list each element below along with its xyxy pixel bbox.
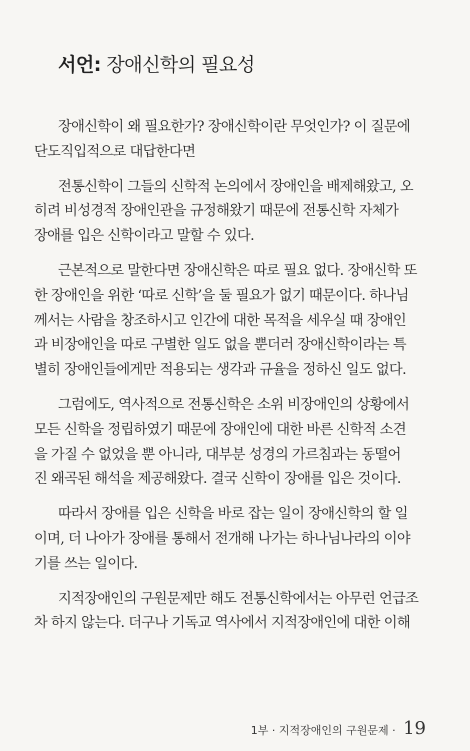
text-line: 따라서 장애를 입은 신학을 바로 잡는 일이 장애신학의 할 일 <box>58 506 408 523</box>
text-line: 께서는 사람을 창조하시고 인간에 대한 목적을 세우실 때 장애인 <box>34 312 407 329</box>
text-line: 진 왜곡된 해석을 제공해왔다. 결국 신학이 장애를 입은 것이다. <box>34 471 401 488</box>
section-heading <box>58 50 255 77</box>
paragraph <box>34 259 438 383</box>
text-line: 장애신학이 왜 필요한가? 장애신학이란 무엇인가? 이 질문에 <box>58 119 410 135</box>
paragraph <box>34 502 438 576</box>
text-line: 전통신학이 그들의 신학적 논의에서 장애인을 배제해왔고, 오 <box>58 178 413 195</box>
text-line: 그럼에도, 역사적으로 전통신학은 소위 비장애인의 상황에서 <box>58 396 410 413</box>
paragraph <box>34 115 438 165</box>
text-line: 별히 장애인들에게만 적용되는 생각과 규율을 정하신 일도 없다. <box>34 362 407 379</box>
text-line: 장애를 입은 신학이라고 말할 수 있다. <box>34 228 255 245</box>
page-number: 19 <box>403 718 426 739</box>
text-line: 한 장애인을 위한 ‘따로 신학’을 둘 필요가 없기 때문이다. 하나님 <box>34 287 409 304</box>
page-footer <box>251 718 426 739</box>
running-footer-section: 1부 · 지적장애인의 구원문제 · <box>250 724 396 737</box>
text-line: 을 가질 수 없었을 뿐 아니라, 대부분 성경의 가르침과는 동떨어 <box>34 446 401 463</box>
text-line: 근본적으로 말한다면 장애신학은 따로 필요 없다. 장애신학 또 <box>58 262 417 279</box>
heading-title: 장애신학의 필요성 <box>106 54 255 76</box>
text-line: 차 하지 않는다. 더구나 기독교 역사에서 지적장애인에 대한 이해 <box>34 615 410 632</box>
text-line: 모든 신학을 정립하였기 때문에 장애인에 대한 바른 신학적 소견 <box>34 421 407 438</box>
text-line: 히려 비성경적 장애인관을 규정해왔기 때문에 전통신학 자체가 <box>34 203 399 220</box>
text-line: 과 비장애인을 따로 구별한 일도 없을 뿐더러 장애신학이라는 특 <box>34 337 407 354</box>
text-line: 기를 쓰는 일이다. <box>34 555 138 572</box>
text-line: 단도직입적으로 대답한다면 <box>34 143 196 160</box>
paragraph <box>34 175 438 249</box>
heading-prefix: 서언: <box>58 54 101 76</box>
text-line: 지적장애인의 구원문제만 해도 전통신학에서는 아무런 언급조 <box>58 590 419 607</box>
paragraph <box>34 587 438 637</box>
text-line: 이며, 더 나아가 장애를 통해서 전개해 나가는 하나님나라의 이야 <box>34 530 410 547</box>
body-text <box>34 115 438 646</box>
paragraph <box>34 393 438 492</box>
